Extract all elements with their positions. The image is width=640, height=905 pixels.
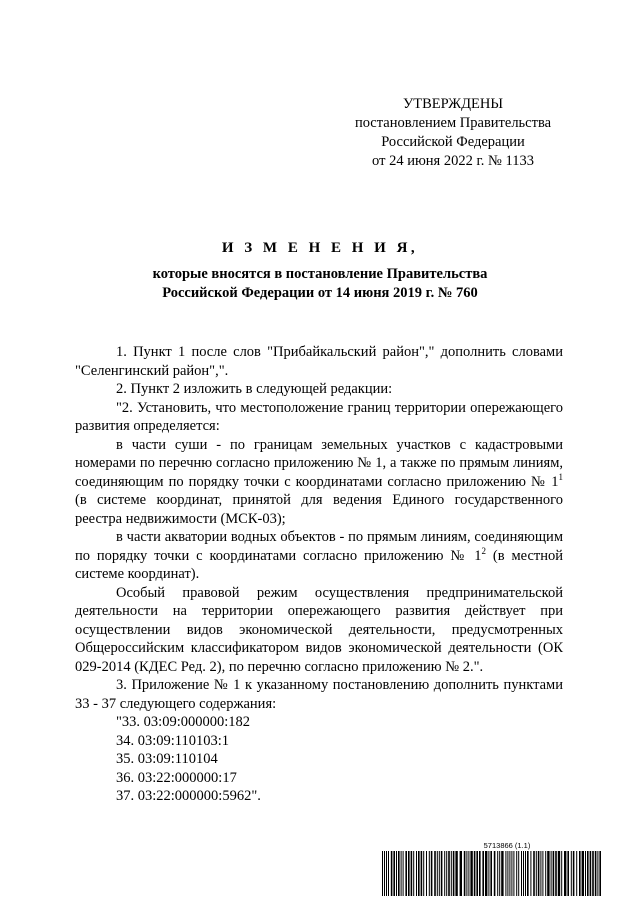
paragraph-3: "2. Установить, что местоположение границ территории опережающего развития определяется:: [75, 399, 563, 434]
approval-stamp: [330, 95, 576, 171]
paragraph-4: [75, 436, 563, 529]
list-item: "33. 03:09:000000:182: [116, 714, 251, 730]
document-title: И З М Е Н Е Н И Я,: [221, 240, 419, 256]
subtitle-line: которые вносятся в постановление Правительства: [152, 266, 488, 282]
document-body: [75, 343, 563, 806]
approval-line: постановлением Правительства: [354, 115, 552, 131]
barcode-block: [382, 841, 602, 901]
paragraph-2: 2. Пункт 2 изложить в следующей редакции:: [116, 381, 393, 397]
approval-title: УТВЕРЖДЕНЫ: [402, 96, 504, 112]
document-heading: [60, 240, 580, 303]
superscript: 2: [481, 545, 487, 556]
list-item: 36. 03:22:000000:17: [116, 769, 237, 786]
paragraph-7: 3. Приложение № 1 к указанному постановлению дополнить пунктами 33 - 37 следующего содержания:: [75, 677, 563, 712]
approval-date: от 24 июня 2022 г. № 1133: [372, 153, 534, 169]
document-subtitle: [60, 265, 580, 303]
list-item: 34. 03:09:110103:1: [116, 732, 230, 749]
paragraph-text: (в системе координат, принятой для ведения Единого государственного реестра недвижимости (МСК-03);: [75, 492, 563, 527]
paragraph-text: в части суши - по границам земельных участков с кадастровыми номерами по перечню согласно приложению № 1, а также по прямым линиям, соединяющим по порядку точки с координатами согласно приложению № 1: [75, 436, 563, 490]
list-item: 35. 03:09:110104: [116, 751, 218, 767]
paragraph-5: [75, 528, 563, 584]
paragraph-text: в части акватории водных объектов - по прямым линиям, соединяющим по порядку точки с координатами согласно приложению № 1: [75, 529, 563, 564]
barcode-icon: [382, 851, 602, 896]
list-item: 37. 03:22:000000:5962".: [116, 788, 261, 804]
approval-line: Российской Федерации: [381, 134, 525, 150]
barcode-id: 5713866 (1.1): [483, 841, 531, 850]
paragraph-text: (в местной системе координат).: [75, 547, 563, 582]
subtitle-line: Российской Федерации от 14 июня 2019 г. № 760: [162, 285, 478, 301]
paragraph-1: 1. Пункт 1 после слов "Прибайкальский район"," дополнить словами "Селенгинский район",".: [75, 344, 563, 379]
superscript: 1: [558, 471, 563, 482]
paragraph-6: Особый правовой режим осуществления предпринимательской деятельности на территории опережающего развития действует при осуществлении видов экономической деятельности, предусмотренных Общероссийским классификатором видов экономической деятельности (ОК 029-2014 (КДЕС Ред. 2), по перечню согласно приложению № 2.".: [75, 584, 563, 675]
